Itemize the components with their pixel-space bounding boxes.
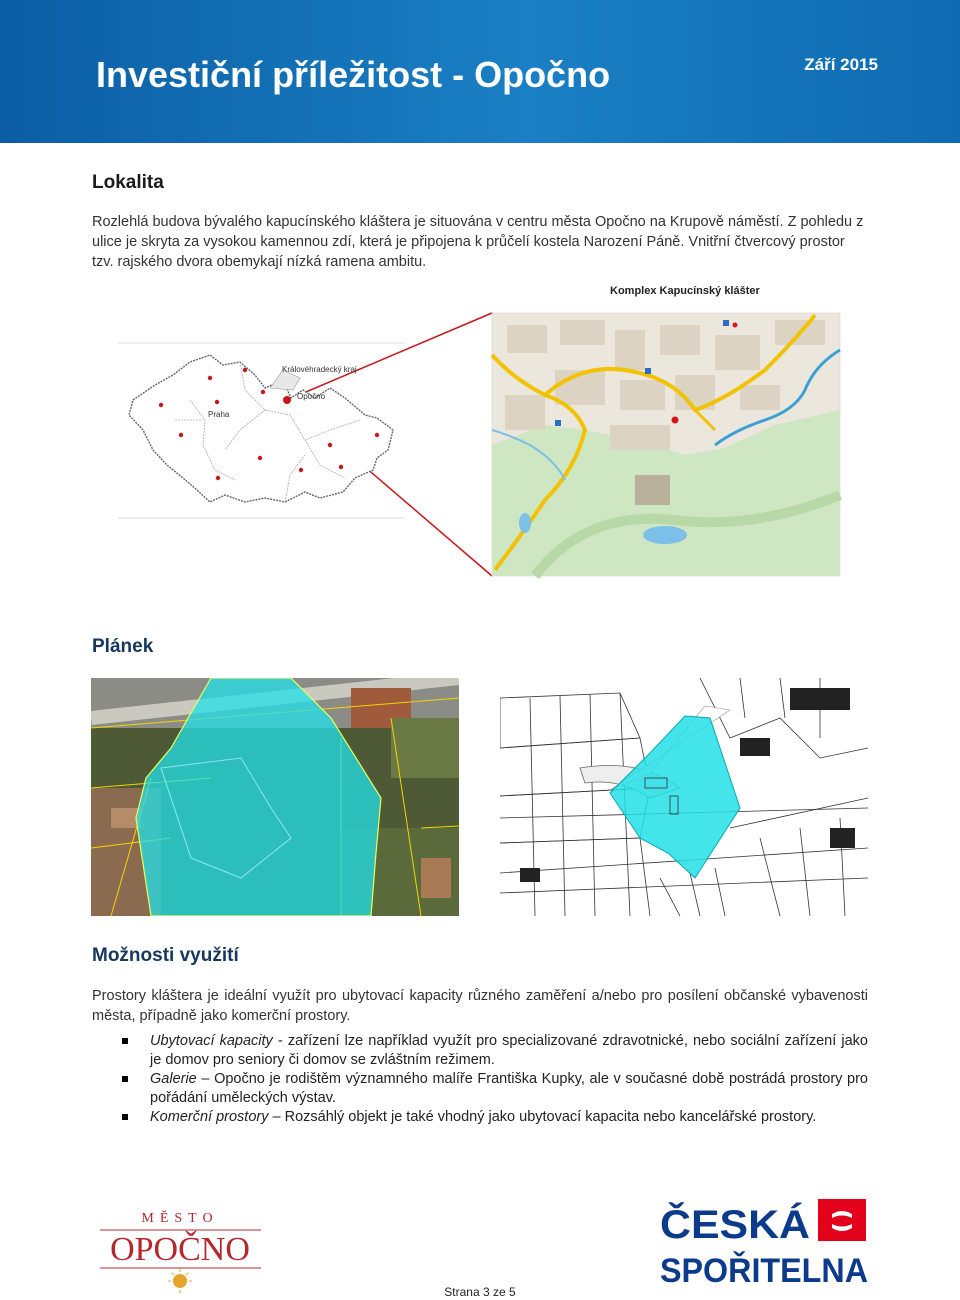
cadastral-plot-image bbox=[500, 678, 868, 916]
moznosti-intro: Prostory kláštera je ideální využít pro ubytovací kapacity různého zaměření a/nebo pro posílení občanské vybavenosti města, případně jako komerční prostory. bbox=[92, 988, 868, 1024]
section-heading-moznosti: Možnosti využití bbox=[92, 945, 239, 966]
page-title: Investiční příležitost - Opočno bbox=[96, 54, 611, 95]
region-label: Královéhradecký kraj bbox=[282, 365, 357, 374]
section-heading-planek: Plánek bbox=[92, 636, 154, 657]
connector-line bbox=[287, 313, 492, 400]
monastery-marker bbox=[672, 417, 679, 424]
detail-street-map bbox=[492, 285, 840, 576]
logo-sporitelna-text: SPOŘITELNA bbox=[660, 1252, 868, 1288]
page-number: Strana 3 ze 5 bbox=[444, 1285, 516, 1299]
option-separator: - bbox=[272, 1033, 288, 1049]
map-title: Komplex Kapucínský klášter bbox=[610, 285, 760, 297]
option-label: Galerie bbox=[150, 1071, 197, 1087]
list-item bbox=[120, 1032, 868, 1070]
capital-label: Praha bbox=[208, 410, 230, 419]
list-item bbox=[120, 1108, 868, 1127]
logo-mesto-text: MĚSTO bbox=[141, 1211, 219, 1226]
location-map-svg bbox=[115, 280, 845, 580]
czech-overview-map bbox=[118, 343, 405, 518]
option-text: Rozsáhlý objekt je také vhodný jako ubytovací kapacita nebo kancelářské prostory. bbox=[284, 1109, 817, 1125]
option-separator: – bbox=[268, 1109, 285, 1125]
option-text: zařízení lze například využít pro specializované zdravotnické, nebo sociální zařízení jako je domov pro seniory či domov se zvláštním režimem. bbox=[150, 1033, 868, 1068]
option-separator: – bbox=[196, 1071, 215, 1087]
option-label: Ubytovací kapacity bbox=[150, 1033, 273, 1049]
opocno-marker bbox=[283, 396, 291, 404]
aerial-plot-image bbox=[91, 678, 459, 916]
location-map-figure bbox=[115, 280, 845, 580]
logo-opocno-text: OPOČNO bbox=[110, 1231, 250, 1268]
town-label: Opočno bbox=[297, 392, 326, 401]
option-label: Komerční prostory bbox=[150, 1109, 269, 1125]
sporitelna-s-icon bbox=[818, 1199, 866, 1241]
section-heading-lokalita: Lokalita bbox=[92, 172, 164, 193]
header-banner bbox=[0, 0, 960, 143]
header-date: Září 2015 bbox=[804, 55, 878, 74]
option-text: Opočno je rodištěm významného malíře Františka Kupky, ale v současné době postrádá prostory pro pořádání uměleckých výstav. bbox=[150, 1071, 868, 1106]
usage-options-list bbox=[120, 1032, 868, 1127]
mesto-opocno-logo bbox=[98, 1205, 263, 1293]
list-item bbox=[120, 1070, 868, 1108]
lokalita-text: Rozlehlá budova bývalého kapucínského kláštera je situována v centru města Opočno na Krupově náměstí. Z pohledu z ulice je skryta za vysokou kamennou zdí, která je připojena k průčelí kostela Narození Páně. Vnitřní čtvercový prostor tzv. rajského dvora obemykají nízká ramena ambitu. bbox=[92, 214, 864, 270]
ceska-sporitelna-logo bbox=[660, 1196, 870, 1288]
logo-ceska-text: ČESKÁ bbox=[660, 1203, 801, 1247]
